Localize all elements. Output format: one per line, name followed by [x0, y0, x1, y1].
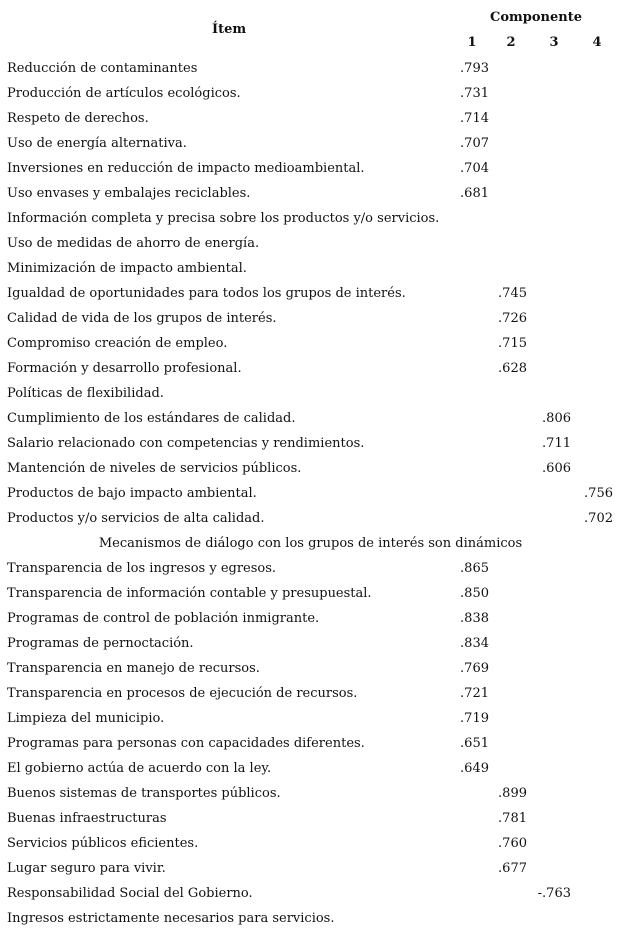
- item-label: Producción de artículos ecológicos.: [7, 86, 241, 101]
- loading-value-component-1: .834: [460, 636, 489, 651]
- table-row: [0, 681, 621, 706]
- component-number-2: 2: [506, 35, 516, 50]
- table-row: [0, 906, 621, 931]
- loading-value-component-1: .731: [460, 86, 489, 101]
- item-label: Mantención de niveles de servicios públicos.: [7, 461, 302, 476]
- table-row: [0, 356, 621, 381]
- loading-value-component-1: .707: [460, 136, 489, 151]
- loading-value-component-2: .628: [498, 361, 527, 376]
- item-label: Ingresos estrictamente necesarios para servicios.: [7, 911, 335, 926]
- component-column-header: Componente: [490, 10, 582, 25]
- table-row: [0, 56, 621, 81]
- table-row: [0, 206, 621, 231]
- item-label: Políticas de flexibilidad.: [7, 386, 164, 401]
- table-row: [0, 781, 621, 806]
- table-row: [0, 481, 621, 506]
- table-row: [0, 431, 621, 456]
- loading-value-component-1: .719: [460, 711, 489, 726]
- loading-value-component-1: .714: [460, 111, 489, 126]
- item-label: Inversiones en reducción de impacto medioambiental.: [7, 161, 365, 176]
- loading-value-component-1: .681: [460, 186, 489, 201]
- item-label: Limpieza del municipio.: [7, 711, 165, 726]
- loading-value-component-2: .726: [498, 311, 527, 326]
- table-row: [0, 456, 621, 481]
- table-row: [0, 806, 621, 831]
- table-row: [0, 131, 621, 156]
- loading-value-component-1: .838: [460, 611, 489, 626]
- section-row: [0, 531, 621, 556]
- item-label: Programas de pernoctación.: [7, 636, 194, 651]
- table-row: [0, 331, 621, 356]
- loading-value-component-4: .702: [584, 511, 613, 526]
- loading-value-component-1: .850: [460, 586, 489, 601]
- loading-value-component-1: .651: [460, 736, 489, 751]
- loading-value-component-3: .806: [542, 411, 571, 426]
- item-label: Información completa y precisa sobre los productos y/o servicios.: [7, 211, 440, 226]
- item-label: Compromiso creación de empleo.: [7, 336, 228, 351]
- table-row: [0, 281, 621, 306]
- table-row: [0, 581, 621, 606]
- item-label: Igualdad de oportunidades para todos los grupos de interés.: [7, 286, 406, 301]
- loading-value-component-1: .649: [460, 761, 489, 776]
- table-row: [0, 731, 621, 756]
- loading-value-component-2: .677: [498, 861, 527, 876]
- table-row: [0, 706, 621, 731]
- table-row: [0, 756, 621, 781]
- item-label: Reducción de contaminantes: [7, 61, 198, 76]
- table-row: [0, 106, 621, 131]
- item-column-header: Ítem: [212, 22, 247, 37]
- loading-value-component-3: -.763: [537, 886, 571, 901]
- table-row: [0, 831, 621, 856]
- item-label: Buenos sistemas de transportes públicos.: [7, 786, 281, 801]
- table-row: [0, 606, 621, 631]
- loading-value-component-1: .769: [460, 661, 489, 676]
- item-label: Programas de control de población inmigrante.: [7, 611, 320, 626]
- table-row: [0, 381, 621, 406]
- table-row: [0, 231, 621, 256]
- section-label: Mecanismos de diálogo con los grupos de interés son dinámicos: [98, 536, 523, 551]
- item-label: Cumplimiento de los estándares de calidad.: [7, 411, 296, 426]
- loading-value-component-1: .793: [460, 61, 489, 76]
- loading-value-component-2: .899: [498, 786, 527, 801]
- item-label: Transparencia en manejo de recursos.: [7, 661, 260, 676]
- item-label: Productos de bajo impacto ambiental.: [7, 486, 257, 501]
- loading-value-component-3: .711: [542, 436, 571, 451]
- table-row: [0, 856, 621, 881]
- component-number-3: 3: [549, 35, 559, 50]
- loading-value-component-3: .606: [542, 461, 571, 476]
- item-label: Minimización de impacto ambiental.: [7, 261, 247, 276]
- item-label: Buenas infraestructuras: [7, 811, 167, 826]
- item-label: Servicios públicos eficientes.: [7, 836, 199, 851]
- item-label: Uso envases y embalajes reciclables.: [7, 186, 251, 201]
- loading-value-component-2: .760: [498, 836, 527, 851]
- table-row: [0, 81, 621, 106]
- item-label: Uso de energía alternativa.: [7, 136, 187, 151]
- factor-loadings-table: [0, 56, 621, 931]
- loading-value-component-2: .715: [498, 336, 527, 351]
- table-row: [0, 156, 621, 181]
- table-row: [0, 256, 621, 281]
- item-label: Responsabilidad Social del Gobierno.: [7, 886, 253, 901]
- item-label: Uso de medidas de ahorro de energía.: [7, 236, 260, 251]
- item-label: Salario relacionado con competencias y rendimientos.: [7, 436, 365, 451]
- table-row: [0, 406, 621, 431]
- item-label: El gobierno actúa de acuerdo con la ley.: [7, 761, 272, 776]
- loading-value-component-1: .721: [460, 686, 489, 701]
- table-row: [0, 881, 621, 906]
- item-label: Transparencia en procesos de ejecución de recursos.: [7, 686, 358, 701]
- component-number-4: 4: [592, 35, 602, 50]
- loading-value-component-2: .745: [498, 286, 527, 301]
- item-label: Respeto de derechos.: [7, 111, 149, 126]
- table-row: [0, 656, 621, 681]
- loading-value-component-2: .781: [498, 811, 527, 826]
- loading-value-component-1: .865: [460, 561, 489, 576]
- table-row: [0, 631, 621, 656]
- table-row: [0, 306, 621, 331]
- table-row: [0, 556, 621, 581]
- item-label: Lugar seguro para vivir.: [7, 861, 166, 876]
- loading-value-component-4: .756: [584, 486, 613, 501]
- loading-value-component-1: .704: [460, 161, 489, 176]
- item-label: Transparencia de información contable y presupuestal.: [7, 586, 372, 601]
- item-label: Productos y/o servicios de alta calidad.: [7, 511, 265, 526]
- item-label: Calidad de vida de los grupos de interés.: [7, 311, 277, 326]
- item-label: Transparencia de los ingresos y egresos.: [7, 561, 277, 576]
- table-row: [0, 181, 621, 206]
- table-row: [0, 506, 621, 531]
- item-label: Formación y desarrollo profesional.: [7, 361, 242, 376]
- item-label: Programas para personas con capacidades diferentes.: [7, 736, 365, 751]
- component-number-1: 1: [467, 35, 477, 50]
